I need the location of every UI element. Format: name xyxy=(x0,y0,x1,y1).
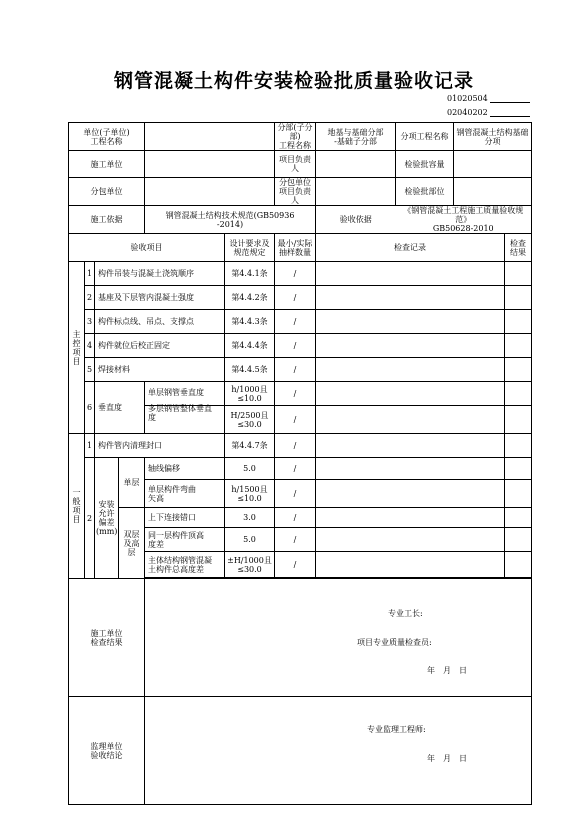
col-spec-header: 设计要求及 规范规定 xyxy=(225,234,275,262)
main-item-record[interactable] xyxy=(316,358,505,382)
col-record-header: 检查记录 xyxy=(316,234,505,262)
col-item-header: 验收项目 xyxy=(69,234,225,262)
acceptance-basis-label: 验收依据 xyxy=(316,206,396,234)
capacity-value[interactable] xyxy=(454,151,532,178)
main-item-name: 焊接材料 xyxy=(95,358,225,382)
contractor-label: 施工单位 xyxy=(69,151,145,178)
main-item-result[interactable] xyxy=(505,310,532,334)
main-item-spec: 第4.4.3条 xyxy=(225,310,275,334)
main-item-spec: 第4.4.1条 xyxy=(225,262,275,286)
subunit-name-value[interactable]: 地基与基础分部 -基础子分部 xyxy=(316,123,396,151)
general-group-label: 一 般 项 目 xyxy=(69,434,85,579)
supervisor-check-label: 监理单位 验收结论 xyxy=(69,697,145,805)
verticality-row-2-name: 多层钢管整体垂直 度 xyxy=(148,404,212,422)
code-1: 01020504 xyxy=(447,94,530,103)
main-item-no: 4 xyxy=(85,334,95,358)
col-result-header: 检查 结果 xyxy=(505,234,532,262)
main-item-name: 基座及下层管内混凝土强度 xyxy=(95,286,225,310)
main-item-result[interactable] xyxy=(505,334,532,358)
main-item-spec: 第4.4.4条 xyxy=(225,334,275,358)
install-row-spec: 3.0 xyxy=(225,508,275,528)
general-item-result[interactable] xyxy=(505,434,532,458)
item-name-value[interactable]: 钢管混凝土结构基础 分项 xyxy=(454,123,532,151)
foreman-label: 专业工长: xyxy=(388,609,423,618)
location-label: 检验批部位 xyxy=(396,178,454,206)
install-row-record[interactable] xyxy=(316,480,505,508)
verticality-row-result[interactable] xyxy=(505,406,532,434)
basis-value: 钢管混凝土结构技术规范(GB50936 -2014) xyxy=(145,206,316,234)
verticality-row-1-name: 单层钢管垂直度 xyxy=(148,388,204,397)
unit-name-value[interactable] xyxy=(145,123,275,151)
verticality-label: 垂直度 xyxy=(95,382,145,434)
sub-pm-value[interactable] xyxy=(316,178,396,206)
verticality-row-spec: h/1000且 ≤10.0 xyxy=(225,382,275,406)
main-item-record[interactable] xyxy=(316,334,505,358)
pm-label: 项目负责人 xyxy=(275,151,316,178)
install-row-name: 主体结构钢管混凝 土构件总高度差 xyxy=(145,552,225,578)
general-item-sample: / xyxy=(275,434,316,458)
main-item-no: 1 xyxy=(85,262,95,286)
install-row-record[interactable] xyxy=(316,552,505,578)
install-row-sample: / xyxy=(275,508,316,528)
main-item-sample: / xyxy=(275,334,316,358)
quality-inspector-label: 项目专业质量检查员: xyxy=(357,638,432,647)
double-layer-label: 双层 及高 层 xyxy=(119,508,145,579)
page-title: 钢管混凝土构件安装检验批质量验收记录 xyxy=(113,70,474,92)
install-row-name: 上下连接错口 xyxy=(145,508,225,528)
general-item-no: 1 xyxy=(85,434,95,458)
main-item-result[interactable] xyxy=(505,358,532,382)
basis-label: 施工依据 xyxy=(69,206,145,234)
verticality-row-sample: / xyxy=(275,382,316,406)
install-row-record[interactable] xyxy=(316,458,505,480)
verticality-row-record[interactable] xyxy=(316,406,505,434)
main-group-label: 主 控 项 目 xyxy=(69,262,85,434)
col-sample-header: 最小/实际 抽样数量 xyxy=(275,234,316,262)
general-item-name: 构件管内清理封口 xyxy=(95,434,225,458)
main-item-record[interactable] xyxy=(316,262,505,286)
verticality-row-spec: H/2500且 ≤30.0 xyxy=(225,406,275,434)
install-row-record[interactable] xyxy=(316,528,505,552)
contractor-check-label: 施工单位 检查结果 xyxy=(69,579,145,697)
install-row-result[interactable] xyxy=(505,458,532,480)
main-item-record[interactable] xyxy=(316,310,505,334)
install-row-sample: / xyxy=(275,480,316,508)
main-item-name: 构件标点线、吊点、支撑点 xyxy=(95,310,225,334)
subcontractor-label: 分包单位 xyxy=(69,178,145,206)
supervising-engineer-label: 专业监理工程师: xyxy=(367,725,426,734)
single-layer-label: 单层 xyxy=(119,458,145,508)
general-item-spec: 第4.4.7条 xyxy=(225,434,275,458)
subunit-name-label: 分部(子分部) 工程名称 xyxy=(275,123,316,151)
main-item-spec: 第4.4.5条 xyxy=(225,358,275,382)
main-item-sample: / xyxy=(275,286,316,310)
inspection-table xyxy=(68,122,532,805)
capacity-label: 检验批容量 xyxy=(396,151,454,178)
acceptance-basis-value: 《钢管混凝土工程施工质量验收规范》 GB50628-2010 xyxy=(396,206,532,234)
install-row-result[interactable] xyxy=(505,552,532,578)
install-row-spec: 5.0 xyxy=(225,528,275,552)
install-dev-no: 2 xyxy=(85,458,95,579)
subcontractor-value[interactable] xyxy=(145,178,275,206)
install-row-result[interactable] xyxy=(505,480,532,508)
main-item-record[interactable] xyxy=(316,286,505,310)
item-name-label: 分项工程名称 xyxy=(396,123,454,151)
install-row-result[interactable] xyxy=(505,508,532,528)
install-row-sample: / xyxy=(275,552,316,578)
install-row-spec: h/1500且 ≤10.0 xyxy=(225,480,275,508)
install-row-record[interactable] xyxy=(316,508,505,528)
install-row-spec: 5.0 xyxy=(225,458,275,480)
sub-pm-label: 分包单位 项目负责人 xyxy=(275,178,316,206)
verticality-row-sample: / xyxy=(275,406,316,434)
install-row-sample: / xyxy=(275,528,316,552)
supervisor-date: 年 月 日 xyxy=(427,754,467,763)
pm-value[interactable] xyxy=(316,151,396,178)
main-item-name: 构件吊装与混凝土浇筑顺序 xyxy=(95,262,225,286)
location-value[interactable] xyxy=(454,178,532,206)
verticality-no: 6 xyxy=(85,382,95,434)
supervisor-check-area[interactable] xyxy=(145,697,532,805)
install-row-name: 单层构件弯曲 矢高 xyxy=(145,480,225,508)
code-2: 02040202 xyxy=(447,108,530,117)
install-row-name: 轴线偏移 xyxy=(145,458,225,480)
install-row-result[interactable] xyxy=(505,528,532,552)
verticality-row-result[interactable] xyxy=(505,382,532,406)
general-item-record[interactable] xyxy=(316,434,505,458)
main-item-name: 构件就位后校正固定 xyxy=(95,334,225,358)
main-item-result[interactable] xyxy=(505,262,532,286)
install-row-spec: ±H/1000且 ≤30.0 xyxy=(225,552,275,578)
main-item-sample: / xyxy=(275,358,316,382)
contractor-date: 年 月 日 xyxy=(427,666,467,675)
install-row-name: 同一层构件顶高 度差 xyxy=(145,528,225,552)
main-item-no: 5 xyxy=(85,358,95,382)
main-item-sample: / xyxy=(275,262,316,286)
main-item-no: 3 xyxy=(85,310,95,334)
verticality-row-record[interactable] xyxy=(316,382,505,406)
main-item-no: 2 xyxy=(85,286,95,310)
main-item-result[interactable] xyxy=(505,286,532,310)
main-item-spec: 第4.4.2条 xyxy=(225,286,275,310)
install-dev-label: 安装 允许 偏差 (mm) xyxy=(95,458,119,579)
unit-name-label: 单位(子单位) 工程名称 xyxy=(69,123,145,151)
contractor-check-area[interactable] xyxy=(145,579,532,697)
install-row-sample: / xyxy=(275,458,316,480)
contractor-value[interactable] xyxy=(145,151,275,178)
main-item-sample: / xyxy=(275,310,316,334)
